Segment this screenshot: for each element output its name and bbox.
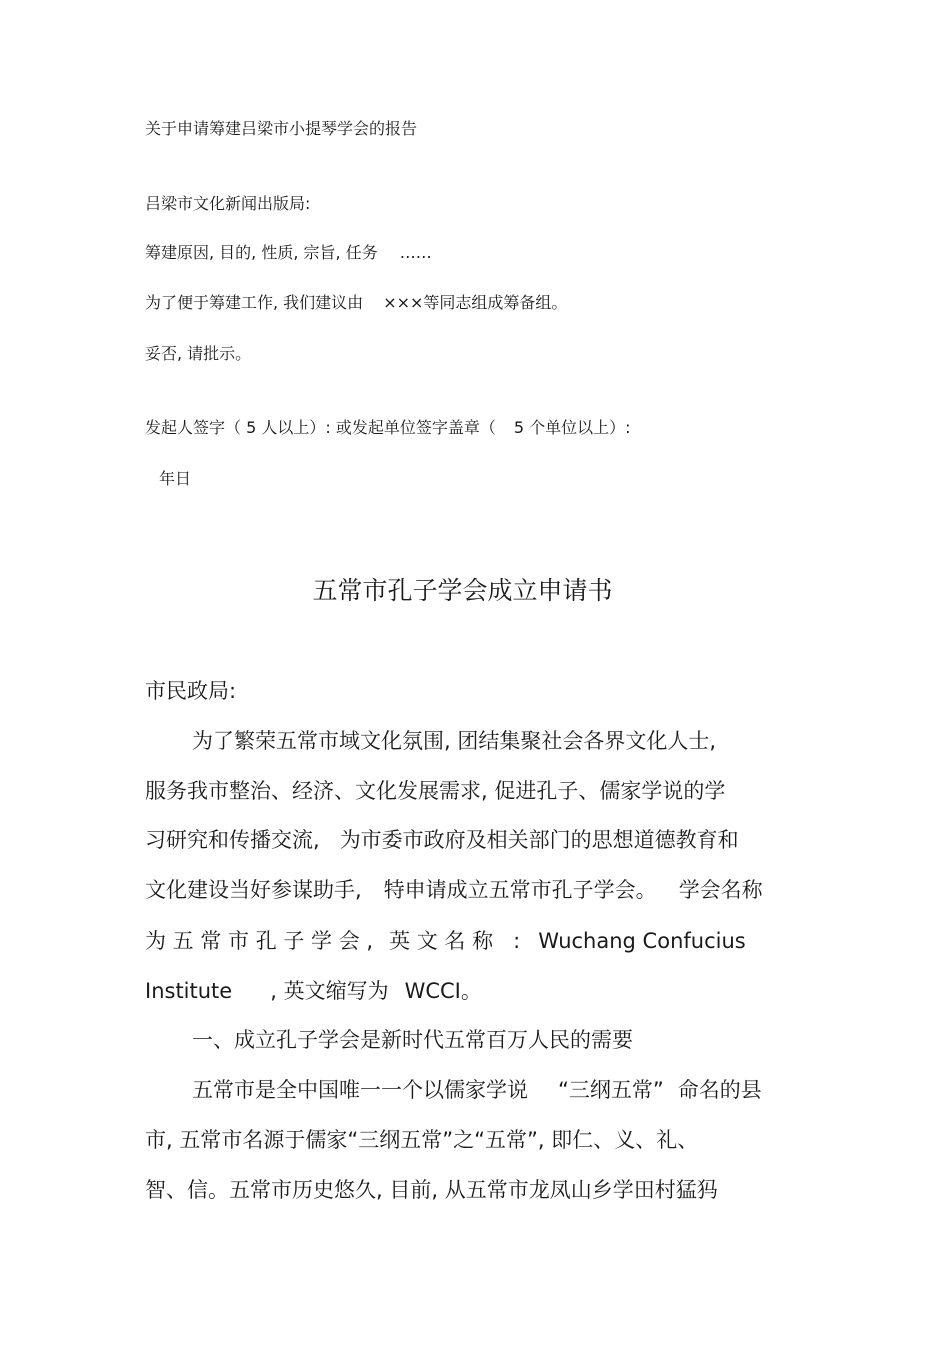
para1-line2: 服务我市整治、经济、文化发展需求, 促进孔子、儒家学说的学 xyxy=(145,779,726,803)
para1-line5-b: 英 文 名 称 xyxy=(389,929,494,953)
section1-heading: 一、成立孔子学会是新时代五常百万人民的需要 xyxy=(192,1028,633,1052)
report-prep-after: ×××等同志组成筹备组。 xyxy=(383,293,568,312)
para1-line6-a: Institute xyxy=(145,979,233,1003)
para1-line6-b: , 英文缩写为 xyxy=(270,979,389,1003)
para2-line1-c: 命名的县 xyxy=(677,1078,762,1102)
para1-line6-c: WCCI。 xyxy=(404,979,482,1003)
report-approval: 妥否, 请批示。 xyxy=(145,344,252,363)
report-date: 年日 xyxy=(159,469,192,488)
para1-line4-a: 文化建设当好参谋助手, xyxy=(145,878,362,902)
report-reason-ellipsis: …… xyxy=(399,243,432,262)
para1-line3 xyxy=(145,830,739,851)
para2-line1-b: “三纲五常” xyxy=(558,1078,664,1102)
para1-line5-c: : xyxy=(513,929,521,953)
report-prep-line xyxy=(145,295,567,311)
report-sign-part2: 5 个单位以上）: xyxy=(513,418,631,437)
para1-line3-a: 习研究和传播交流, xyxy=(145,828,320,852)
para2-line1 xyxy=(192,1080,762,1101)
para2-line2: 市, 五常市名源于儒家“三纲五常”之“五常”, 即仁、义、礼、 xyxy=(145,1128,699,1152)
report-sign-line xyxy=(145,420,631,436)
para2-line3: 智、信。五常市历史悠久, 目前, 从五常市龙凤山乡学田村猛犸 xyxy=(145,1178,718,1202)
para1-line5-d: Wuchang Confucius xyxy=(538,929,746,953)
para2-line1-a: 五常市是全中国唯一一个以儒家学说 xyxy=(192,1078,528,1102)
report-reason-line xyxy=(145,245,432,261)
report-addressee: 吕梁市文化新闻出版局: xyxy=(145,194,311,213)
para1-line4-c: 学会名称 xyxy=(678,878,763,902)
para1-line5 xyxy=(145,931,746,952)
para1-line1: 为了繁荣五常市域文化氛围, 团结集聚社会各界文化人士, xyxy=(192,729,717,753)
para1-line6 xyxy=(145,981,482,1002)
report-title: 关于申请筹建吕梁市小提琴学会的报告 xyxy=(145,119,418,138)
application-addressee: 市民政局: xyxy=(145,679,237,703)
para1-line4 xyxy=(145,880,763,901)
para1-line5-a: 为 五 常 市 孔 子 学 会 , xyxy=(145,929,374,953)
application-title: 五常市孔子学会成立申请书 xyxy=(312,576,613,605)
report-sign-part1: 发起人签字（ 5 人以上）: 或发起单位签字盖章（ xyxy=(145,418,496,437)
para1-line4-b: 特申请成立五常市孔子学会。 xyxy=(383,878,657,902)
para1-line3-b: 为市委市政府及相关部门的思想道德教育和 xyxy=(339,828,739,852)
report-prep-before: 为了便于筹建工作, 我们建议由 xyxy=(145,293,364,312)
report-reason-text: 筹建原因, 目的, 性质, 宗旨, 任务 xyxy=(145,243,378,262)
